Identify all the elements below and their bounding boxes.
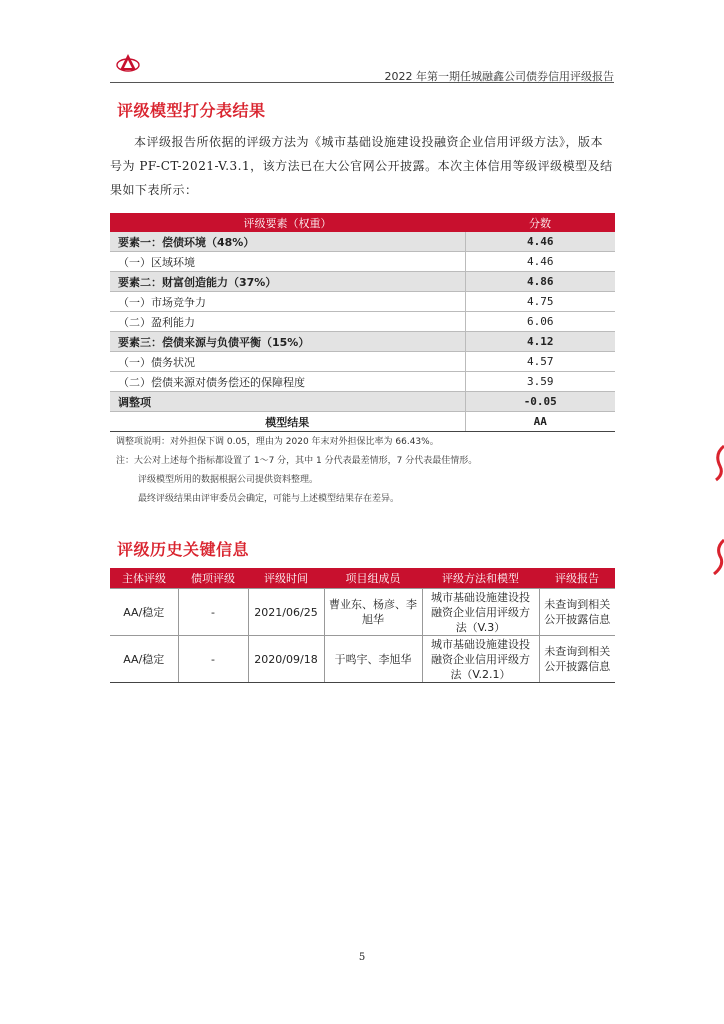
table-row <box>110 412 615 432</box>
row-score: 4.86 <box>465 272 615 292</box>
column-header: 债项评级 <box>178 568 248 589</box>
table-row <box>110 272 615 292</box>
row-score: AA <box>465 412 615 432</box>
rating-date: 2021/06/25 <box>248 589 324 636</box>
row-label: 要素三：偿债来源与负债平衡（15%） <box>110 332 465 352</box>
footnote: 最终评级结果由评审委员会确定，可能与上述模型结果存在差异。 <box>138 494 400 504</box>
column-header: 评级报告 <box>539 568 615 589</box>
seal-stamp-edge <box>712 440 724 580</box>
row-score: 4.46 <box>465 232 615 252</box>
table-row <box>110 589 615 636</box>
row-score: 6.06 <box>465 312 615 332</box>
row-label: （一）区域环境 <box>110 252 465 272</box>
column-header: 评级方法和模型 <box>422 568 539 589</box>
table-header-row <box>110 568 615 589</box>
table-row <box>110 372 615 392</box>
footnote: 注：大公对上述每个指标都设置了 1～7 分，其中 1 分代表最差情形，7 分代表最佳情形。 <box>116 456 478 466</box>
column-header: 项目组成员 <box>324 568 422 589</box>
row-label: 要素二：财富创造能力（37%） <box>110 272 465 292</box>
table-row <box>110 636 615 683</box>
section-title-scoring: 评级模型打分表结果 <box>117 101 266 120</box>
adjustment-note: 调整项说明：对外担保下调 0.05，理由为 2020 年末对外担保比率为 66.43%。 <box>116 437 439 447</box>
row-label: 调整项 <box>110 392 465 412</box>
column-header: 评级时间 <box>248 568 324 589</box>
row-score: 4.12 <box>465 332 615 352</box>
issuer-rating: AA/稳定 <box>110 636 178 683</box>
row-label: 模型结果 <box>110 412 465 432</box>
table-row <box>110 332 615 352</box>
table-row <box>110 232 615 252</box>
team-members: 曹业东、杨彦、李旭华 <box>324 589 422 636</box>
intro-paragraph: 本评级报告所依据的评级方法为《城市基础设施建设投融资企业信用评级方法》，版本号为 PF-CT-2021-V.3.1，该方法已在大公官网公开披露。本次主体信用等级评级模型及结果如下表所示： <box>110 135 613 197</box>
team-members: 于鸣宇、李旭华 <box>324 636 422 683</box>
rating-method: 城市基础设施建设投融资企业信用评级方法（V.2.1） <box>422 636 539 683</box>
scoring-table <box>110 213 615 432</box>
rating-date: 2020/09/18 <box>248 636 324 683</box>
row-label: （二）偿债来源对债务偿还的保障程度 <box>110 372 465 392</box>
table-row <box>110 292 615 312</box>
page-number: 5 <box>358 952 366 963</box>
company-logo <box>116 52 140 74</box>
row-score: 4.46 <box>465 252 615 272</box>
row-label: （一）市场竞争力 <box>110 292 465 312</box>
section-title-history: 评级历史关键信息 <box>117 540 250 559</box>
row-score: 3.59 <box>465 372 615 392</box>
table-row <box>110 252 615 272</box>
footnote: 评级模型所用的数据根据公司提供资料整理。 <box>138 475 319 485</box>
column-header: 评级要素（权重） <box>110 213 465 232</box>
rating-report: 未查询到相关公开披露信息 <box>539 636 615 683</box>
issuer-rating: AA/稳定 <box>110 589 178 636</box>
table-header-row <box>110 213 615 232</box>
header-divider <box>110 82 614 83</box>
rating-history-table <box>110 568 615 683</box>
header-title: 2022 年第一期任城融鑫公司债券信用评级报告 <box>384 70 614 83</box>
row-score: 4.57 <box>465 352 615 372</box>
column-header: 分数 <box>465 213 615 232</box>
row-label: 要素一：偿债环境（48%） <box>110 232 465 252</box>
table-row <box>110 392 615 412</box>
table-row <box>110 312 615 332</box>
bond-rating: - <box>178 636 248 683</box>
row-score: -0.05 <box>465 392 615 412</box>
row-score: 4.75 <box>465 292 615 312</box>
row-label: （二）盈利能力 <box>110 312 465 332</box>
column-header: 主体评级 <box>110 568 178 589</box>
bond-rating: - <box>178 589 248 636</box>
rating-report: 未查询到相关公开披露信息 <box>539 589 615 636</box>
table-row <box>110 352 615 372</box>
rating-method: 城市基础设施建设投融资企业信用评级方法（V.3） <box>422 589 539 636</box>
row-label: （一）债务状况 <box>110 352 465 372</box>
